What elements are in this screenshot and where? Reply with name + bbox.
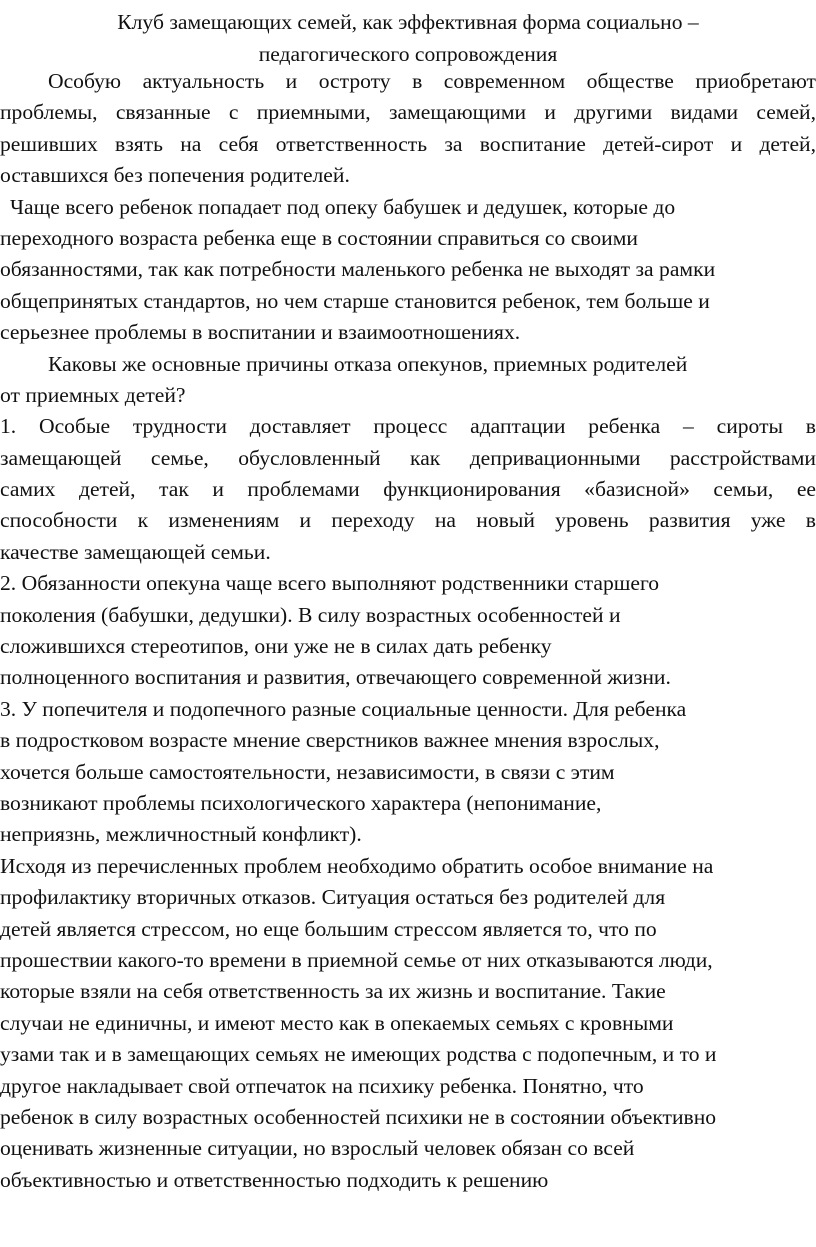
text-line: прошествии какого-то времени в приемной семье от них отказываются люди, (0, 947, 713, 972)
text-line: способности к изменениям и переходу на новый уровень развития уже в (0, 508, 816, 533)
text-line: от приемных детей? (0, 382, 186, 407)
text-line: 2. Обязанности опекуна чаще всего выполняют родственники старшего (0, 571, 660, 596)
text-line: объективностью и ответственностью подходить к решению (0, 1167, 549, 1192)
text-line: 3. У попечителя и подопечного разные социальные ценности. Для ребенка (0, 696, 687, 721)
text-line: поколения (бабушки, дедушки). В силу возрастных особенностей и (0, 602, 621, 627)
text-line: неприязнь, межличностный конфликт). (0, 822, 362, 847)
text-line: 1. Особые трудности доставляет процесс адаптации ребенка – сироты в (0, 414, 816, 439)
text-line: обязанностями, так как потребности маленького ребенка не выходят за рамки (0, 257, 716, 282)
text-line: в подростковом возрасте мнение сверстников важнее мнения взрослых, (0, 728, 660, 753)
text-line: которые взяли на себя ответственность за их жизнь и воспитание. Такие (0, 979, 666, 1004)
text-line: серьезнее проблемы в воспитании и взаимоотношениях. (0, 320, 521, 345)
text-line: сложившихся стереотипов, они уже не в силах дать ребенку (0, 634, 552, 659)
text-line: самих детей, так и проблемами функционирования «базисной» семьи, ее (0, 477, 816, 502)
text-line: ребенок в силу возрастных особенностей психики не в состоянии объективно (0, 1104, 717, 1129)
text-line: Особую актуальность и остроту в современном обществе приобретают (48, 69, 816, 93)
title-line-2: педагогического сопровождения (258, 42, 558, 66)
text-line: возникают проблемы психологического характера (непонимание, (0, 790, 602, 815)
text-line: замещающей семье, обусловленный как депривационными расстройствами (0, 445, 816, 470)
text-line: другое накладывает свой отпечаток на психику ребенка. Понятно, что (0, 1073, 644, 1098)
text-line: общепринятых стандартов, но чем старше становится ребенок, тем больше и (0, 288, 710, 313)
text-line: Чаще всего ребенок попадает под опеку бабушек и дедушек, которые до (10, 194, 676, 219)
text-line: переходного возраста ребенка еще в состоянии справиться со своими (0, 225, 638, 250)
text-line: случаи не единичны, и имеют место как в опекаемых семьях с кровными (0, 1010, 674, 1035)
text-line: хочется больше самостоятельности, независимости, в связи с этим (0, 759, 615, 784)
text-line: проблемы, связанные с приемными, замещающими и другими видами семей, (0, 100, 816, 125)
document-title (0, 0, 816, 70)
text-line: решивших взять на себя ответственность за воспитание детей-сирот и детей, (0, 131, 816, 156)
text-line: оставшихся без попечения родителей. (0, 163, 350, 188)
text-line: Исходя из перечисленных проблем необходимо обратить особое внимание на (0, 853, 714, 878)
text-line: оценивать жизненные ситуации, но взрослый человек обязан со всей (0, 1136, 635, 1161)
text-line: Каковы же основные причины отказа опекунов, приемных родителей (48, 351, 688, 376)
text-line: детей является стрессом, но еще большим стрессом является то, что по (0, 916, 657, 941)
title-line-1: Клуб замещающих семей, как эффективная форма социально – (117, 10, 699, 34)
text-line: полноценного воспитания и развития, отвечающего современной жизни. (0, 665, 671, 690)
document-body (0, 66, 816, 1196)
text-line: профилактику вторичных отказов. Ситуация остаться без родителей для (0, 885, 666, 910)
text-line: качестве замещающей семьи. (0, 539, 271, 564)
text-line: узами так и в замещающих семьях не имеющих родства с подопечным, и то и (0, 1042, 717, 1067)
